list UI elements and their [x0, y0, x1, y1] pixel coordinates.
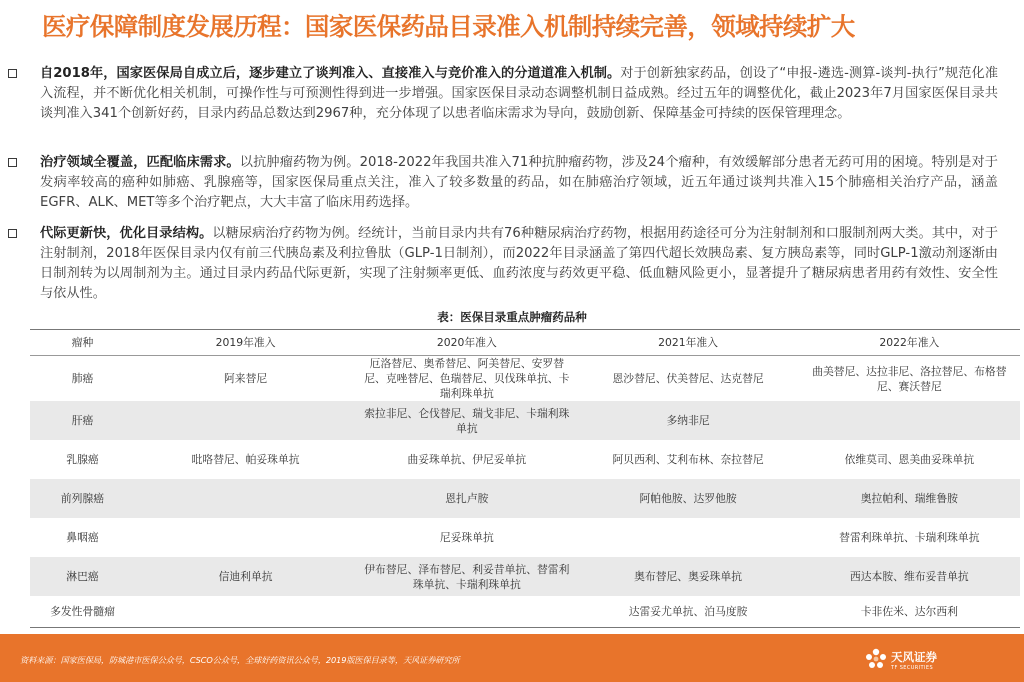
- table-cell: 卡非佐米、达尔西利: [860, 604, 958, 618]
- table-row: [30, 356, 1020, 402]
- table-cell: [135, 596, 356, 627]
- page-title: 医疗保障制度发展历程：国家医保药品目录准入机制持续完善，领域持续扩大: [42, 12, 855, 41]
- table-cell: 阿来替尼: [224, 372, 268, 385]
- bullet-item: [8, 224, 998, 304]
- table-cell: [135, 518, 356, 557]
- table-cell: 淋巴癌: [66, 570, 99, 583]
- bullet-body: 以糖尿病治疗药物为例。经统计，当前目录内共有76种糖尿病治疗药物，根据用药途径可分为注射制剂和口服制剂两大类。其中，对于注射制剂，2018年医保目录内仅有前三代胰岛素及利拉鲁肽（GLP-1日制剂），而2022年目录涵盖了第四代超长效胰岛素、复方胰岛素等，同时GLP-1激动剂逐渐由日制剂转为以周制剂为主。通过目录内药品代际更新，实现了注射频率更低、血药浓度与药效更平稳、低血糖风险更小，显著提升了糖尿病患者用药有效性、安全性与依从性。: [40, 226, 999, 301]
- table-cell: 吡咯替尼、帕妥珠单抗: [191, 453, 300, 466]
- header-cell: 瘤种: [71, 336, 94, 349]
- table-cell: 多纳非尼: [666, 414, 710, 427]
- table-cell: 尼妥珠单抗: [439, 531, 494, 544]
- table-cell: 阿帕他胺、达罗他胺: [639, 492, 737, 505]
- table-cell: [799, 401, 1020, 440]
- table-row: [30, 401, 1020, 440]
- header-cell: 2021年准入: [658, 336, 719, 349]
- table-cell: [356, 596, 577, 627]
- table-cell: 达雷妥尤单抗、泊马度胺: [628, 604, 748, 618]
- table-cell: 鼻咽癌: [66, 531, 99, 544]
- table-cell: 信迪利单抗: [218, 570, 273, 583]
- table-cell: 恩沙替尼、伏美替尼、达克替尼: [612, 372, 764, 385]
- bullet-text: [40, 224, 998, 304]
- table-cell: 依维莫司、恩美曲妥珠单抗: [844, 453, 975, 466]
- table-cell: [135, 479, 356, 518]
- table-cell: 多发性骨髓瘤: [50, 604, 115, 618]
- table-cell: 前列腺癌: [60, 492, 105, 505]
- table-cell: [577, 518, 798, 557]
- table-cell: 肝癌: [71, 414, 94, 427]
- table-cell: 曲美替尼、达拉非尼、洛拉替尼、布格替尼、赛沃替尼: [812, 364, 1007, 393]
- table-cell: 伊布替尼、泽布替尼、利妥昔单抗、替雷利珠单抗、卡瑞利珠单抗: [364, 562, 570, 591]
- table-cell: 替雷利珠单抗、卡瑞利珠单抗: [839, 531, 980, 544]
- table-cell: 肺癌: [71, 372, 94, 385]
- company-logo-icon: [864, 647, 888, 671]
- square-bullet-icon: [8, 69, 17, 78]
- table-cell: 奥布替尼、奥妥珠单抗: [634, 570, 743, 583]
- header-cell: 2022年准入: [879, 336, 940, 349]
- bullet-body: 对于创新独家药品，创设了“申报-遴选-测算-谈判-执行”规范化准入流程，并不断优化相关机制，可操作性与可预测性得到进一步增强。国家医保目录动态调整机制日益成熟。经过五年的调整优化，截止2023年7月国家医保目录共谈判准入341个创新好药，目录内药品总数达到2967种，充分体现了以患者临床需求为导向，鼓励创新、保障基金可持续的医保管理理念。: [40, 66, 999, 121]
- bullet-item: [8, 64, 998, 124]
- company-logo-subtitle: TF SECURITIES: [891, 665, 934, 671]
- table-cell: 西达本胺、维布妥昔单抗: [849, 570, 969, 583]
- square-bullet-icon: [8, 158, 17, 167]
- table-row: [30, 557, 1020, 596]
- table-cell: 阿贝西利、艾利布林、奈拉替尼: [612, 453, 764, 466]
- source-note: 资料来源：国家医保局，防城港市医保公众号，CSCO公众号，全球好药资讯公众号，2019版医保目录等，天风证券研究所: [20, 655, 460, 665]
- table-cell: 厄洛替尼、奥希替尼、阿美替尼、安罗替尼、克唑替尼、色瑞替尼、贝伐珠单抗、卡瑞利珠单抗: [364, 357, 570, 400]
- bullet-bold-lead: 自2018年，国家医保局自成立后，逐步建立了谈判准入、直接准入与竞价准入的分道道准入机制。: [40, 66, 621, 81]
- table-row: [30, 440, 1020, 479]
- table-header-row: [30, 330, 1020, 356]
- table-caption: 表：医保目录重点肿瘤药品种: [437, 310, 587, 324]
- table-row: [30, 518, 1020, 557]
- table-cell: 恩扎卢胺: [445, 492, 489, 505]
- table-cell: 索拉非尼、仑伐替尼、瑞戈非尼、卡瑞利珠单抗: [364, 406, 570, 435]
- bullet-bold-lead: 治疗领域全覆盖，匹配临床需求。: [40, 155, 240, 170]
- header-cell: 2020年准入: [436, 336, 497, 349]
- table-cell: 奥拉帕利、瑞维鲁胺: [860, 492, 958, 505]
- table-row: [30, 596, 1020, 627]
- company-logo-name: 天风证券: [891, 650, 937, 664]
- header-cell: 2019年准入: [215, 336, 276, 349]
- drug-table: [30, 329, 1020, 628]
- bullet-bold-lead: 代际更新快，优化目录结构。: [40, 226, 213, 241]
- table-cell: [135, 401, 356, 440]
- table-cell: 乳腺癌: [66, 453, 99, 466]
- bullet-text: [40, 153, 998, 213]
- bullet-item: [8, 153, 998, 213]
- square-bullet-icon: [8, 229, 17, 238]
- bullet-text: [40, 64, 998, 124]
- table-row: [30, 479, 1020, 518]
- bullet-body: 以抗肿瘤药物为例。2018-2022年我国共准入71种抗肿瘤药物，涉及24个瘤种，有效缓解部分患者无药可用的困境。特别是对于发病率较高的癌种如肺癌、乳腺癌等，国家医保局重点关注，准入了较多数量的药品，如在肺癌治疗领域，近五年通过谈判共准入15个肺癌相关治疗产品，涵盖EGFR、ALK、MET等多个治疗靶点，大大丰富了临床用药选择。: [40, 155, 998, 210]
- table-cell: 曲妥珠单抗、伊尼妥单抗: [407, 453, 527, 466]
